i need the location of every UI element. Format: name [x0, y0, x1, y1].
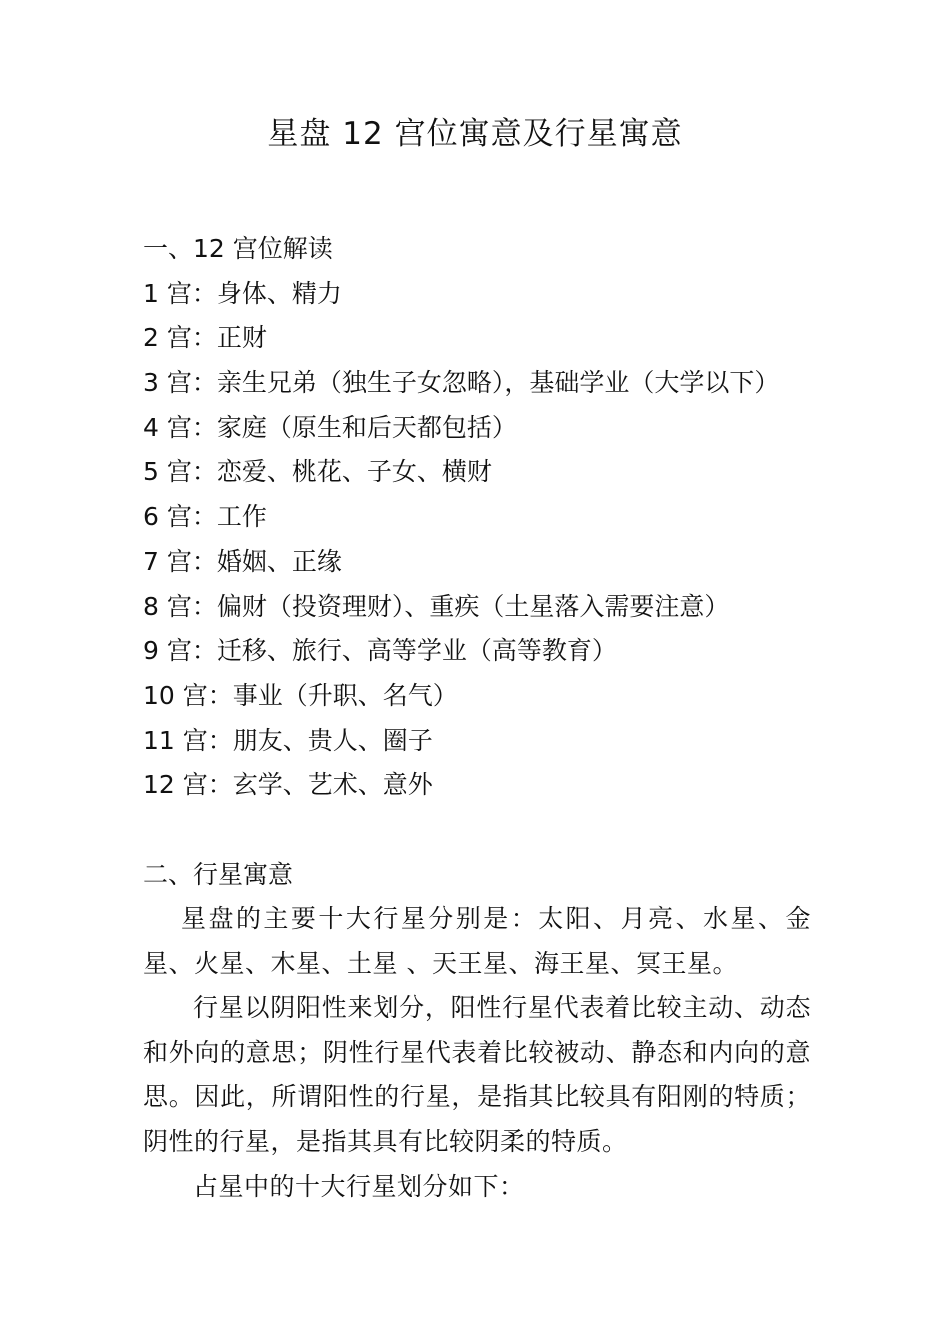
planets-paragraph-3: 占星中的十大行星划分如下：: [193, 1172, 525, 1201]
section-heading-houses: 一、12 宫位解读: [143, 234, 333, 263]
planets-paragraph-1: 星盘的主要十大行星分别是：太阳、月亮、水星、金星、火星、木星、土星 、天王星、海王星、冥王星。: [143, 904, 811, 978]
section-heading-planets: 二、行星寓意: [143, 860, 294, 889]
house-item-9: 9 宫：迁移、旅行、高等学业（高等教育）: [143, 636, 617, 665]
house-item-11: 11 宫：朋友、贵人、圈子: [143, 726, 433, 755]
house-item-8: 8 宫：偏财（投资理财）、重疾（土星落入需要注意）: [143, 592, 730, 621]
document-title: 星盘 12 宫位寓意及行星寓意: [267, 116, 683, 152]
house-item-7: 7 宫：婚姻、正缘: [143, 547, 342, 576]
house-item-12: 12 宫：玄学、艺术、意外: [143, 770, 433, 799]
house-item-2: 2 宫：正财: [143, 323, 267, 352]
house-item-10: 10 宫：事业（升职、名气）: [143, 681, 458, 710]
house-item-3: 3 宫：亲生兄弟（独生子女忽略），基础学业（大学以下）: [143, 368, 780, 397]
house-item-4: 4 宫：家庭（原生和后天都包括）: [143, 413, 517, 442]
planets-paragraph-2: 行星以阴阳性来划分，阳性行星代表着比较主动、动态和外向的意思；阴性行星代表着比较被动、静态和内向的意思。因此，所谓阳性的行星，是指其比较具有阳刚的特质；阴性的行星，是指其具有比较阴柔的特质。: [143, 993, 811, 1157]
house-item-1: 1 宫：身体、精力: [143, 279, 342, 308]
house-item-5: 5 宫：恋爱、桃花、子女、横财: [143, 457, 492, 486]
house-item-6: 6 宫：工作: [143, 502, 267, 531]
